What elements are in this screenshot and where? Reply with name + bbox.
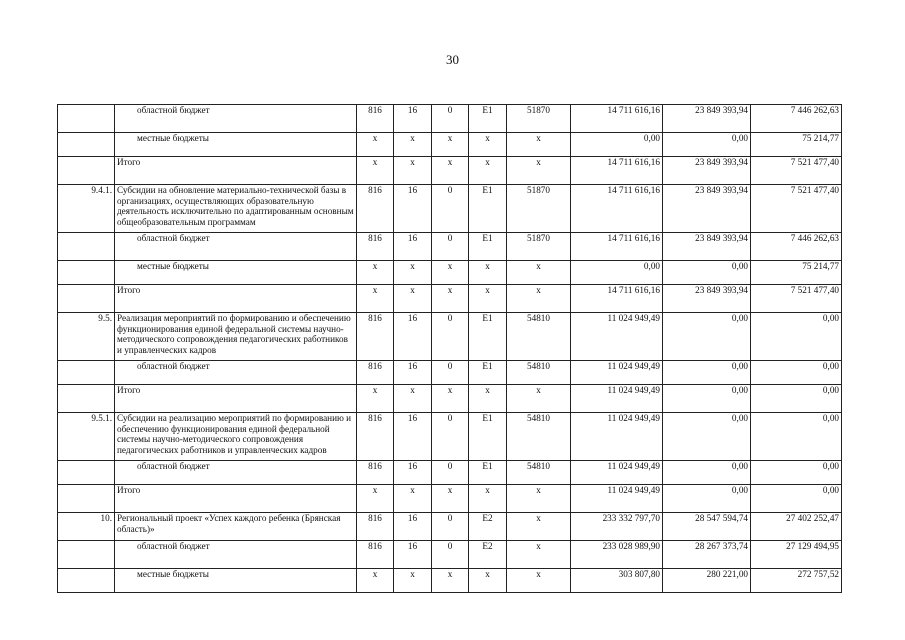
table-row bbox=[58, 569, 842, 593]
budget-table bbox=[57, 104, 842, 593]
value-year-3: 27 129 494,95 bbox=[751, 541, 842, 569]
code-project: x bbox=[469, 157, 507, 185]
code-project: x bbox=[469, 133, 507, 157]
value-year-3: 75 214,77 bbox=[751, 261, 842, 285]
budget-table-body bbox=[58, 105, 842, 593]
code-section: 16 bbox=[394, 105, 432, 133]
row-name: областной бюджет bbox=[115, 461, 357, 485]
code-ministry: x bbox=[357, 261, 394, 285]
code-ministry: 816 bbox=[357, 313, 394, 361]
code-project: E1 bbox=[469, 413, 507, 461]
value-year-3: 0,00 bbox=[751, 313, 842, 361]
code-section: 16 bbox=[394, 313, 432, 361]
row-name: местные бюджеты bbox=[115, 261, 357, 285]
code-subsection: x bbox=[432, 385, 469, 413]
code-subsection: 0 bbox=[432, 185, 469, 233]
code-section: 16 bbox=[394, 361, 432, 385]
value-year-1: 14 711 616,16 bbox=[571, 157, 663, 185]
code-section: x bbox=[394, 385, 432, 413]
value-year-3: 27 402 252,47 bbox=[751, 513, 842, 541]
row-name: областной бюджет bbox=[115, 541, 357, 569]
value-year-1: 11 024 949,49 bbox=[571, 313, 663, 361]
code-ministry: 816 bbox=[357, 361, 394, 385]
row-number bbox=[58, 361, 115, 385]
row-name: областной бюджет bbox=[115, 361, 357, 385]
code-target: x bbox=[507, 285, 571, 313]
value-year-1: 11 024 949,49 bbox=[571, 413, 663, 461]
table-row bbox=[58, 157, 842, 185]
code-project: E2 bbox=[469, 541, 507, 569]
code-target: x bbox=[507, 157, 571, 185]
code-target: x bbox=[507, 541, 571, 569]
table-row bbox=[58, 541, 842, 569]
code-project: x bbox=[469, 485, 507, 513]
code-ministry: 816 bbox=[357, 185, 394, 233]
code-ministry: x bbox=[357, 157, 394, 185]
code-project: E1 bbox=[469, 313, 507, 361]
value-year-3: 7 521 477,40 bbox=[751, 157, 842, 185]
row-name: Региональный проект «Успех каждого ребенка (Брянская область)» bbox=[115, 513, 357, 541]
table-row bbox=[58, 313, 842, 361]
code-section: 16 bbox=[394, 233, 432, 261]
table-row bbox=[58, 133, 842, 157]
code-target: 54810 bbox=[507, 361, 571, 385]
value-year-3: 0,00 bbox=[751, 361, 842, 385]
code-subsection: 0 bbox=[432, 313, 469, 361]
code-project: E1 bbox=[469, 461, 507, 485]
code-section: x bbox=[394, 285, 432, 313]
code-project: x bbox=[469, 569, 507, 593]
code-section: x bbox=[394, 485, 432, 513]
row-number bbox=[58, 105, 115, 133]
code-section: x bbox=[394, 157, 432, 185]
row-number bbox=[58, 157, 115, 185]
code-ministry: 816 bbox=[357, 233, 394, 261]
code-section: 16 bbox=[394, 461, 432, 485]
code-target: x bbox=[507, 485, 571, 513]
value-year-2: 0,00 bbox=[663, 385, 751, 413]
value-year-3: 75 214,77 bbox=[751, 133, 842, 157]
table-row bbox=[58, 233, 842, 261]
code-project: x bbox=[469, 261, 507, 285]
code-ministry: 816 bbox=[357, 105, 394, 133]
row-number bbox=[58, 233, 115, 261]
table-row bbox=[58, 385, 842, 413]
value-year-1: 0,00 bbox=[571, 133, 663, 157]
table-row bbox=[58, 513, 842, 541]
value-year-1: 0,00 bbox=[571, 261, 663, 285]
value-year-1: 11 024 949,49 bbox=[571, 385, 663, 413]
code-subsection: 0 bbox=[432, 233, 469, 261]
code-section: 16 bbox=[394, 513, 432, 541]
code-ministry: x bbox=[357, 133, 394, 157]
code-ministry: x bbox=[357, 569, 394, 593]
value-year-1: 11 024 949,49 bbox=[571, 485, 663, 513]
value-year-3: 7 521 477,40 bbox=[751, 185, 842, 233]
code-project: x bbox=[469, 285, 507, 313]
code-subsection: x bbox=[432, 485, 469, 513]
code-subsection: 0 bbox=[432, 361, 469, 385]
code-subsection: x bbox=[432, 285, 469, 313]
value-year-3: 0,00 bbox=[751, 413, 842, 461]
value-year-2: 23 849 393,94 bbox=[663, 285, 751, 313]
code-subsection: x bbox=[432, 261, 469, 285]
code-project: E1 bbox=[469, 105, 507, 133]
value-year-3: 7 446 262,63 bbox=[751, 105, 842, 133]
code-ministry: 816 bbox=[357, 513, 394, 541]
code-subsection: x bbox=[432, 133, 469, 157]
value-year-1: 14 711 616,16 bbox=[571, 105, 663, 133]
code-target: 51870 bbox=[507, 233, 571, 261]
value-year-2: 28 267 373,74 bbox=[663, 541, 751, 569]
table-row bbox=[58, 461, 842, 485]
row-number bbox=[58, 285, 115, 313]
value-year-1: 14 711 616,16 bbox=[571, 185, 663, 233]
value-year-2: 280 221,00 bbox=[663, 569, 751, 593]
value-year-3: 7 446 262,63 bbox=[751, 233, 842, 261]
value-year-2: 0,00 bbox=[663, 361, 751, 385]
table-row bbox=[58, 361, 842, 385]
value-year-1: 14 711 616,16 bbox=[571, 233, 663, 261]
code-project: E1 bbox=[469, 185, 507, 233]
code-subsection: 0 bbox=[432, 541, 469, 569]
code-ministry: 816 bbox=[357, 413, 394, 461]
row-name: местные бюджеты bbox=[115, 133, 357, 157]
code-subsection: 0 bbox=[432, 413, 469, 461]
code-subsection: 0 bbox=[432, 461, 469, 485]
code-ministry: x bbox=[357, 385, 394, 413]
value-year-2: 0,00 bbox=[663, 485, 751, 513]
value-year-1: 303 807,80 bbox=[571, 569, 663, 593]
code-subsection: 0 bbox=[432, 513, 469, 541]
value-year-2: 23 849 393,94 bbox=[663, 157, 751, 185]
code-ministry: x bbox=[357, 485, 394, 513]
code-project: E2 bbox=[469, 513, 507, 541]
table-row bbox=[58, 485, 842, 513]
row-name: Субсидии на реализацию мероприятий по формированию и обеспечению функционирования единой федеральной системы научно-методического сопровождения педагогических работников и управленческих кадров bbox=[115, 413, 357, 461]
code-subsection: 0 bbox=[432, 105, 469, 133]
value-year-2: 0,00 bbox=[663, 261, 751, 285]
value-year-2: 23 849 393,94 bbox=[663, 233, 751, 261]
code-ministry: 816 bbox=[357, 541, 394, 569]
value-year-2: 28 547 594,74 bbox=[663, 513, 751, 541]
code-target: 51870 bbox=[507, 105, 571, 133]
value-year-1: 11 024 949,49 bbox=[571, 361, 663, 385]
code-section: 16 bbox=[394, 413, 432, 461]
table-row bbox=[58, 261, 842, 285]
row-number bbox=[58, 485, 115, 513]
code-target: x bbox=[507, 569, 571, 593]
code-section: x bbox=[394, 133, 432, 157]
value-year-2: 23 849 393,94 bbox=[663, 105, 751, 133]
row-name: Итого bbox=[115, 485, 357, 513]
value-year-2: 23 849 393,94 bbox=[663, 185, 751, 233]
value-year-2: 0,00 bbox=[663, 461, 751, 485]
code-project: x bbox=[469, 385, 507, 413]
value-year-2: 0,00 bbox=[663, 413, 751, 461]
code-section: x bbox=[394, 261, 432, 285]
value-year-2: 0,00 bbox=[663, 133, 751, 157]
table-row bbox=[58, 413, 842, 461]
row-name: областной бюджет bbox=[115, 105, 357, 133]
table-row bbox=[58, 285, 842, 313]
row-number: 9.5.1. bbox=[58, 413, 115, 461]
row-name: Субсидии на обновление материально-технической базы в организациях, осуществляющих образовательную деятельность исключительно по адаптированным основным общеобразовательным программам bbox=[115, 185, 357, 233]
code-target: x bbox=[507, 261, 571, 285]
row-number bbox=[58, 541, 115, 569]
code-project: E1 bbox=[469, 233, 507, 261]
code-target: x bbox=[507, 385, 571, 413]
row-name: Итого bbox=[115, 285, 357, 313]
row-number bbox=[58, 385, 115, 413]
row-number: 9.4.1. bbox=[58, 185, 115, 233]
value-year-1: 233 332 797,70 bbox=[571, 513, 663, 541]
code-target: x bbox=[507, 513, 571, 541]
value-year-3: 7 521 477,40 bbox=[751, 285, 842, 313]
row-number bbox=[58, 569, 115, 593]
row-number: 10. bbox=[58, 513, 115, 541]
page-number: 30 bbox=[446, 52, 459, 67]
code-section: 16 bbox=[394, 185, 432, 233]
code-ministry: 816 bbox=[357, 461, 394, 485]
table-row bbox=[58, 185, 842, 233]
code-target: 54810 bbox=[507, 313, 571, 361]
code-subsection: x bbox=[432, 569, 469, 593]
code-ministry: x bbox=[357, 285, 394, 313]
value-year-3: 272 757,52 bbox=[751, 569, 842, 593]
code-target: 54810 bbox=[507, 413, 571, 461]
row-number bbox=[58, 461, 115, 485]
value-year-1: 11 024 949,49 bbox=[571, 461, 663, 485]
value-year-2: 0,00 bbox=[663, 313, 751, 361]
code-section: x bbox=[394, 569, 432, 593]
row-number bbox=[58, 261, 115, 285]
code-section: 16 bbox=[394, 541, 432, 569]
code-project: E1 bbox=[469, 361, 507, 385]
row-name: областной бюджет bbox=[115, 233, 357, 261]
row-number: 9.5. bbox=[58, 313, 115, 361]
code-target: 51870 bbox=[507, 185, 571, 233]
row-name: местные бюджеты bbox=[115, 569, 357, 593]
value-year-3: 0,00 bbox=[751, 461, 842, 485]
row-number bbox=[58, 133, 115, 157]
value-year-1: 14 711 616,16 bbox=[571, 285, 663, 313]
value-year-3: 0,00 bbox=[751, 485, 842, 513]
code-target: x bbox=[507, 133, 571, 157]
value-year-3: 0,00 bbox=[751, 385, 842, 413]
value-year-1: 233 028 989,90 bbox=[571, 541, 663, 569]
row-name: Итого bbox=[115, 385, 357, 413]
row-name: Реализация мероприятий по формированию и обеспечению функционирования единой федеральной системы научно-методического сопровождения педагогических работников и управленческих кадров bbox=[115, 313, 357, 361]
code-target: 54810 bbox=[507, 461, 571, 485]
row-name: Итого bbox=[115, 157, 357, 185]
code-subsection: x bbox=[432, 157, 469, 185]
table-row bbox=[58, 105, 842, 133]
